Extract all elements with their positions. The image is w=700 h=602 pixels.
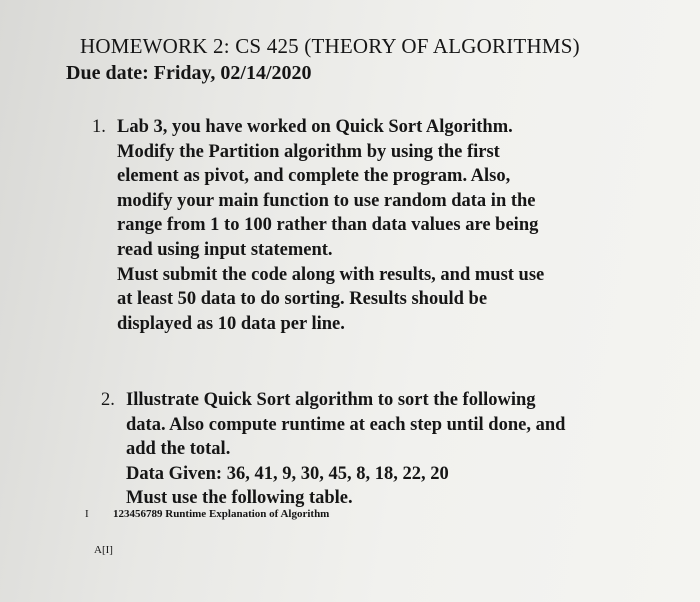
question-line: modify your main function to use random data in the bbox=[117, 190, 536, 211]
question-number: 1. bbox=[92, 117, 106, 137]
question-line bbox=[92, 115, 544, 140]
question-line: Must submit the code along with results, and must use bbox=[117, 264, 545, 285]
question-line: at least 50 data to do sorting. Results should be bbox=[117, 289, 488, 310]
page-title: HOMEWORK 2: CS 425 (THEORY OF ALGORITHMS) bbox=[80, 34, 580, 58]
question-line: read using input statement. bbox=[117, 239, 333, 260]
question-text: Illustrate Quick Sort algorithm to sort the following bbox=[126, 390, 536, 410]
question-2 bbox=[101, 388, 565, 511]
question-1 bbox=[92, 115, 544, 336]
question-line: data. Also compute runtime at each step until done, and bbox=[126, 414, 566, 435]
due-date: Due date: Friday, 02/14/2020 bbox=[66, 62, 312, 84]
table-header-row bbox=[85, 508, 329, 520]
question-line: displayed as 10 data per line. bbox=[117, 313, 345, 334]
question-text: Lab 3, you have worked on Quick Sort Algorithm. bbox=[117, 117, 513, 137]
table-index-label: I bbox=[85, 508, 89, 520]
question-line: Modify the Partition algorithm by using the first bbox=[117, 141, 500, 162]
question-number: 2. bbox=[101, 390, 115, 410]
table-row-label: A[I] bbox=[94, 544, 113, 556]
question-line: Must use the following table. bbox=[126, 488, 353, 509]
question-line: range from 1 to 100 rather than data values are being bbox=[117, 215, 539, 236]
question-line: add the total. bbox=[126, 439, 231, 460]
question-line: Data Given: 36, 41, 9, 30, 45, 8, 18, 22, 20 bbox=[126, 463, 449, 484]
question-line: element as pivot, and complete the program. Also, bbox=[117, 166, 511, 187]
table-header: 123456789 Runtime Explanation of Algorithm bbox=[113, 508, 330, 520]
question-line bbox=[101, 388, 565, 413]
